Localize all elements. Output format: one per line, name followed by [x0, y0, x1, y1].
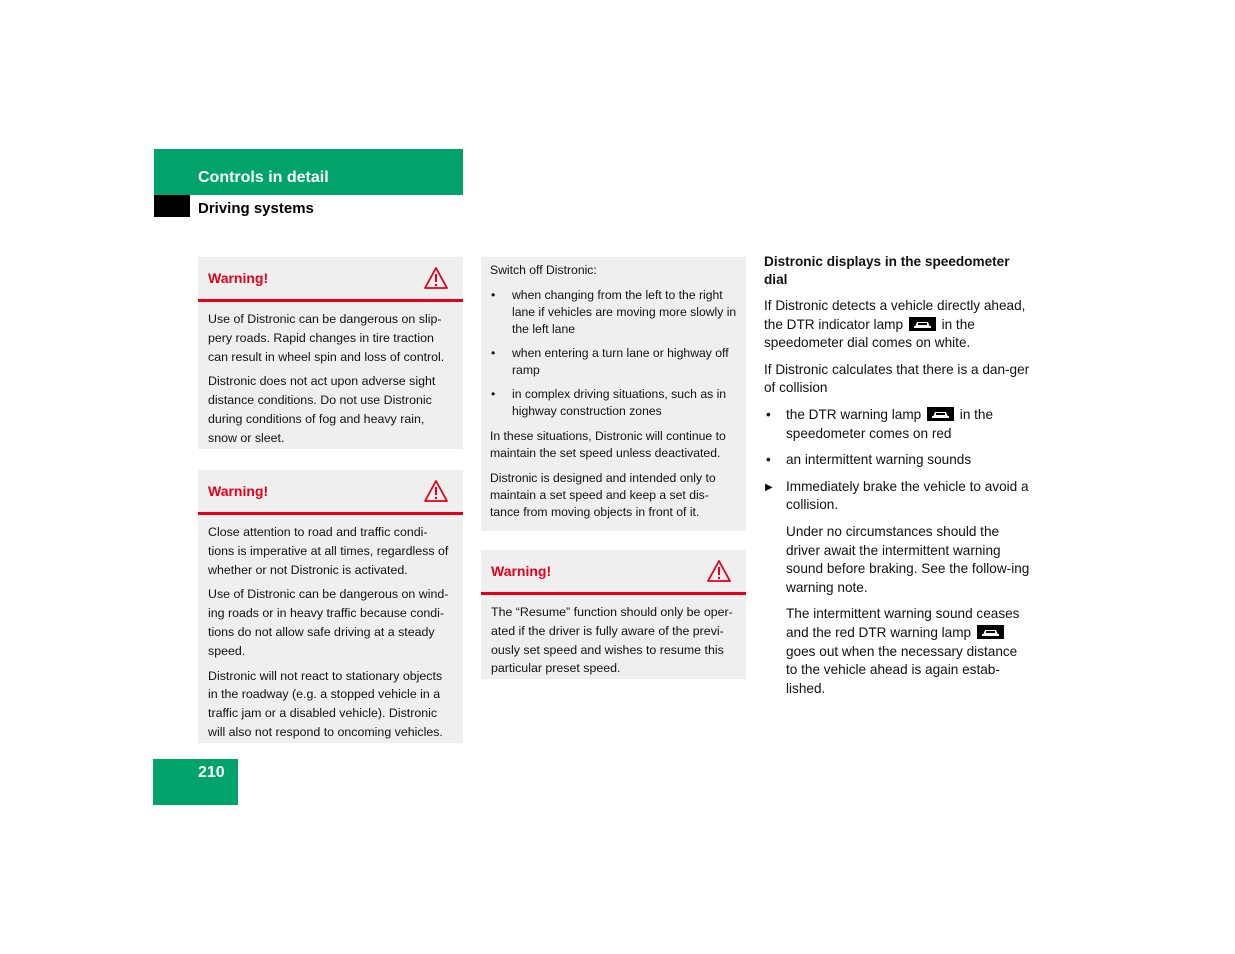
header-marker [154, 195, 190, 217]
list-item: • an intermittent warning sounds [764, 451, 1032, 470]
text: The intermittent warning sound ceases and the red DTR warning lamp [786, 606, 1020, 640]
subsection-title: Driving systems [198, 200, 314, 217]
dtr-lamp-icon [927, 407, 954, 421]
info-body [481, 257, 746, 537]
info-list [490, 287, 737, 420]
warning-text: Use of Distronic can be dangerous on slip-pery roads. Rapid changes in tire traction can result in wheel spin and loss of control. [208, 312, 445, 364]
list-item: • when entering a turn lane or highway off ramp [490, 345, 737, 379]
warning-triangle-icon [423, 479, 449, 503]
list-item [764, 406, 1032, 443]
warning-body [481, 595, 746, 686]
page-number-box [153, 759, 238, 805]
info-box [481, 257, 746, 531]
warning-text: Close attention to road and traffic condi-tions is imperative at all times, regardless of whether or not Distronic is activated. [208, 525, 449, 577]
text: goes out when the necessary distance to the vehicle ahead is again estab-lished. [786, 643, 1018, 696]
section-heading: Distronic displays in the speedometer dial [764, 254, 1010, 287]
paragraph: If Distronic calculates that there is a dan-ger of collision [764, 361, 1030, 396]
list-item: • in complex driving situations, such as in highway construction zones [490, 386, 737, 420]
info-text: Distronic is designed and intended only to maintain a set speed and keep a set dis-tance from moving objects in front of it. [490, 471, 716, 519]
warning-title: Warning! [491, 563, 552, 579]
warning-triangle-icon [423, 266, 449, 290]
warning-text: Distronic does not act upon adverse sight distance conditions. Do not use Distronic during conditions of fog and heavy rain, snow or sleet. [208, 374, 436, 445]
warning-header [198, 470, 463, 515]
section-title: Controls in detail [198, 169, 329, 186]
warning-triangle-icon [706, 559, 732, 583]
warning-body [198, 302, 463, 456]
warning-text: Use of Distronic can be dangerous on wind-ing roads or in heavy traffic because condi-tions do not allow safe driving at a steady speed. [208, 587, 449, 658]
list-item: • when changing from the left to the right lane if vehicles are moving more slowly in the left lane [490, 287, 737, 338]
note: Under no circumstances should the driver await the intermittent warning sound before braking. See the follow-ing warning note. [786, 523, 1030, 595]
warning-body [198, 515, 463, 750]
note [764, 605, 1032, 698]
paragraph [764, 297, 1032, 353]
text: the DTR warning lamp [786, 406, 922, 422]
warning-header [481, 550, 746, 595]
warning-title: Warning! [208, 270, 269, 286]
warning-header [198, 257, 463, 302]
info-text: In these situations, Distronic will continue to maintain the set speed unless deactivated. [490, 429, 726, 460]
text: in the speedometer dial comes on white. [764, 316, 975, 351]
warning-title: Warning! [208, 483, 269, 499]
page-number: 210 [198, 764, 225, 781]
text: in the speedometer comes on red [786, 406, 994, 441]
display-section [764, 253, 1032, 706]
dtr-lamp-icon [909, 317, 936, 331]
action-item: ▶ Immediately brake the vehicle to avoid a collision. [764, 478, 1032, 515]
warning-box-2 [198, 470, 463, 743]
info-intro: Switch off Distronic: [490, 263, 597, 277]
warning-text: The “Resume” function should only be oper-ated if the driver is fully aware of the previ-ously set speed and wishes to resume this particular preset speed. [491, 605, 733, 676]
warning-text: Distronic will not react to stationary objects in the roadway (e.g. a stopped vehicle in a traffic jam or a disabled vehicle). Distronic will also not respond to oncoming vehicles. [208, 668, 443, 739]
dtr-lamp-icon [977, 625, 1004, 639]
warning-box-1 [198, 257, 463, 449]
text: If Distronic detects a vehicle directly ahead, the DTR indicator lamp [764, 298, 1026, 332]
warning-box-3 [481, 550, 746, 679]
